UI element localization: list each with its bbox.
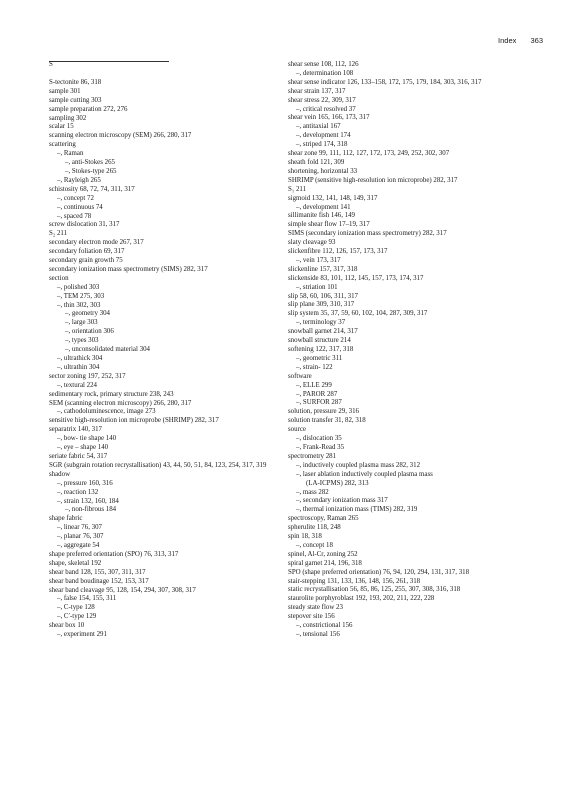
section-letter: S — [49, 61, 53, 68]
index-subentry: –, geometry 304 — [65, 310, 110, 318]
index-subentry: –, TEM 275, 303 — [57, 292, 105, 300]
index-entry: seriate fabric 54, 317 — [49, 452, 108, 460]
index-entry: section — [49, 274, 69, 282]
index-entry: shear zone 99, 111, 112, 127, 172, 173, 249, 252, 302, 307 — [288, 150, 450, 158]
index-subentry: –, inductively coupled plasma mass 282, 312 — [296, 461, 421, 469]
index-entry: shortening, horizontal 33 — [288, 167, 358, 175]
index-subentry: –, reaction 132 — [57, 488, 99, 496]
index-subentry: –, eye – shape 140 — [57, 444, 109, 452]
index-subentry: –, ultrathin 304 — [57, 363, 100, 371]
page-number: 363 — [530, 36, 543, 45]
index-subentry: –, secondary ionization mass 317 — [296, 497, 388, 505]
index-entry: shear box 10 — [49, 622, 85, 630]
index-entry: SHRIMP (sensitive high-resolution ion microprobe) 282, 317 — [288, 176, 458, 184]
index-subentry: –, thin 302, 303 — [57, 301, 101, 309]
index-entry: sample cutting 303 — [49, 96, 102, 104]
index-subentry: –, concept 18 — [296, 541, 333, 549]
index-subentry: –, unconsolidated material 304 — [65, 346, 150, 354]
index-entry: sheath fold 121, 309 — [288, 158, 345, 166]
index-entry: sample preparation 272, 276 — [49, 105, 128, 113]
index-entry: secondary grain growth 75 — [49, 257, 123, 265]
index-subentry: –, C′-type 129 — [57, 613, 97, 621]
index-entry: spectroscopy, Raman 265 — [288, 515, 359, 523]
index-entry: SPO (shape preferred orientation) 76, 94, 120, 294, 131, 317, 318 — [288, 568, 470, 576]
index-entry: slip 58, 60, 106, 311, 317 — [288, 292, 358, 300]
index-entry: shear sense 108, 112, 126 — [288, 61, 359, 68]
index-entry: sampling 302 — [49, 114, 87, 122]
index-subentry: –, bow- tie shape 140 — [57, 435, 117, 443]
index-subentry: –, Raman — [57, 150, 84, 158]
index-entry: shear strain 137, 317 — [288, 87, 346, 95]
index-entry: snowball structure 214 — [288, 337, 351, 345]
index-entry: shape preferred orientation (SPO) 76, 313, 317 — [49, 550, 179, 558]
index-entry: source — [288, 426, 306, 434]
index-entry: spherulite 118, 248 — [288, 524, 341, 532]
index-subentry: –, laser ablation inductively coupled plasma mass — [296, 470, 433, 478]
index-subentry: –, ELLE 299 — [296, 381, 332, 389]
index-subentry: –, mass 282 — [296, 488, 329, 496]
index-column-left — [49, 61, 285, 640]
index-subentry: –, orientation 306 — [65, 328, 114, 336]
index-entry: slip system 35, 37, 59, 60, 102, 104, 287, 309, 317 — [288, 310, 428, 318]
index-subentry: –, ultrathick 304 — [57, 355, 103, 362]
index-entry: shape, skeletal 192 — [49, 559, 102, 567]
index-entry: solution transfer 31, 82, 318 — [288, 417, 366, 425]
index-subentry: –, development 141 — [296, 203, 351, 211]
index-subentry: –, dislocation 35 — [296, 435, 342, 443]
index-entry: secondary electron mode 267, 317 — [49, 239, 144, 247]
index-entry-continuation: (LA-ICPMS) 282, 313 — [306, 479, 369, 487]
index-entry: software — [288, 372, 312, 380]
index-entry: sigmoid 132, 141, 148, 149, 317 — [288, 194, 378, 202]
index-subentry: –, concept 72 — [57, 194, 94, 202]
index-subentry: –, SURFOR 287 — [296, 399, 342, 407]
index-subentry: –, antitaxial 167 — [296, 123, 341, 131]
index-subentry: –, continuous 74 — [57, 203, 103, 211]
index-entry: S₁ 211 — [288, 185, 307, 193]
index-entry: slickenside 83, 101, 112, 145, 157, 173, 174, 317 — [288, 274, 424, 282]
index-entry: schistosity 68, 72, 74, 311, 317 — [49, 185, 135, 193]
index-entry: solution, pressure 29, 316 — [288, 408, 360, 416]
index-subentry: –, large 303 — [65, 319, 98, 327]
index-subentry: –, cathodoluminescence, image 273 — [57, 408, 156, 416]
index-entry: scattering — [49, 141, 76, 149]
index-entry: SEM (scanning electron microscopy) 266, 280, 317 — [49, 399, 192, 407]
index-entry: simple shear flow 17–19, 317 — [288, 221, 370, 229]
index-subentry: –, PAROR 287 — [296, 390, 338, 398]
index-subentry: –, striped 174, 318 — [296, 141, 348, 149]
index-subentry: –, false 154, 155, 311 — [57, 595, 117, 603]
index-entry: shear stress 22, 309, 317 — [288, 96, 356, 104]
index-subentry: –, pressure 160, 316 — [57, 479, 113, 487]
index-entry: shape fabric — [49, 515, 83, 523]
index-entry: staurolite porphyroblast 192, 193, 202, 211, 222, 228 — [288, 595, 435, 603]
index-entry: screw dislocation 31, 317 — [49, 221, 120, 229]
index-entry: separatrix 140, 317 — [49, 426, 103, 434]
index-entry: shear band boudinage 152, 153, 317 — [49, 577, 149, 585]
index-subentry: –, types 303 — [65, 337, 99, 345]
index-subentry: –, planar 76, 307 — [57, 533, 104, 541]
index-entry: sample 301 — [49, 87, 81, 95]
index-subentry: –, C-type 128 — [57, 604, 95, 612]
index-subentry: –, polished 303 — [57, 283, 100, 291]
index-entry: slickenline 157, 317, 318 — [288, 265, 358, 273]
index-subentry: –, terminology 37 — [296, 319, 346, 327]
index-subentry: –, linear 76, 307 — [57, 524, 102, 532]
index-entry: slip plane 309, 310, 317 — [288, 301, 355, 309]
index-subentry: –, Frank-Read 35 — [296, 443, 345, 451]
index-entry: S₂ 211 — [49, 230, 68, 238]
index-entry: SGR (subgrain rotation recrystallisation) 43, 44, 50, 51, 84, 123, 254, 317, 319 — [49, 461, 267, 469]
index-entry: stepover site 156 — [288, 613, 335, 621]
index-subentry: –, non-fibrous 184 — [65, 506, 117, 514]
index-entry: scanning electron microscopy (SEM) 266, 280, 317 — [49, 132, 192, 140]
index-subentry: –, determination 108 — [296, 69, 354, 77]
index-entry: snowball garnet 214, 317 — [288, 328, 358, 336]
index-entry: spinel, Al-Cr, zoning 252 — [288, 550, 358, 558]
index-subentry: –, critical resolved 37 — [296, 105, 356, 113]
index-subentry: –, strain- 122 — [296, 363, 333, 371]
index-entry: shear band cleavage 95, 128, 154, 294, 307, 308, 317 — [49, 586, 196, 594]
index-entry: spiral garnet 214, 196, 318 — [288, 559, 362, 567]
index-subentry: –, Rayleigh 265 — [57, 176, 101, 184]
index-subentry: –, tensional 156 — [296, 631, 340, 638]
index-entry: scalar 15 — [49, 123, 74, 131]
index-entry: sensitive high-resolution ion microprobe (SHRIMP) 282, 317 — [49, 417, 219, 425]
index-subentry: –, aggregate 54 — [57, 542, 100, 550]
index-subentry: –, striation 101 — [296, 283, 338, 291]
index-entry: slickenfibre 112, 126, 157, 173, 317 — [288, 248, 388, 256]
index-entry: shear sense indicator 126, 133–158, 172, 175, 179, 184, 303, 316, 317 — [288, 78, 482, 86]
index-entry: shear band 128, 155, 307, 311, 317 — [49, 568, 146, 576]
running-header-title: Index — [498, 36, 517, 45]
index-subentry: –, constrictional 156 — [296, 622, 353, 630]
index-subentry: –, geometric 311 — [296, 354, 343, 362]
index-subentry: –, development 174 — [296, 132, 351, 140]
index-entry: softening 122, 317, 318 — [288, 346, 354, 353]
index-entry: stair-stepping 131, 133, 136, 148, 156, 261, 318 — [288, 577, 421, 585]
index-entry: secondary ionization mass spectrometry (SIMS) 282, 317 — [49, 265, 208, 273]
index-entry: spin 18, 318 — [288, 533, 322, 541]
index-entry: secondary foliation 69, 317 — [49, 248, 125, 256]
index-entry: slaty cleavage 93 — [288, 239, 336, 247]
index-subentry: –, textural 224 — [57, 381, 97, 389]
index-subentry: –, anti-Stokes 265 — [65, 159, 115, 167]
index-column-right — [288, 61, 550, 640]
index-entry: spectrometry 281 — [288, 452, 337, 460]
index-subentry: –, Stokes-type 265 — [65, 167, 117, 175]
index-entry: S-tectonite 86, 318 — [49, 78, 102, 86]
index-entry: sedimentary rock, primary structure 238, 243 — [49, 390, 174, 398]
index-entry: SIMS (secondary ionization mass spectrometry) 282, 317 — [288, 230, 447, 238]
index-entry: sector zoning 197, 252, 317 — [49, 372, 126, 380]
spacer — [49, 70, 285, 79]
index-subentry: –, spaced 78 — [57, 212, 92, 220]
index-entry: sillimanite fish 146, 149 — [288, 212, 355, 220]
index-subentry: –, vein 173, 317 — [296, 256, 341, 264]
index-subentry: –, experiment 291 — [57, 631, 107, 639]
index-entry: static recrystallisation 56, 85, 86, 125, 255, 307, 308, 316, 318 — [288, 586, 461, 594]
index-subentry: –, strain 132, 160, 184 — [57, 497, 119, 505]
index-entry: shear vein 165, 166, 173, 317 — [288, 114, 370, 122]
index-entry: steady state flow 23 — [288, 604, 343, 612]
index-entry: shadow — [49, 470, 71, 478]
index-subentry: –, thermal ionization mass (TIMS) 282, 319 — [296, 506, 418, 514]
running-header — [498, 36, 543, 45]
